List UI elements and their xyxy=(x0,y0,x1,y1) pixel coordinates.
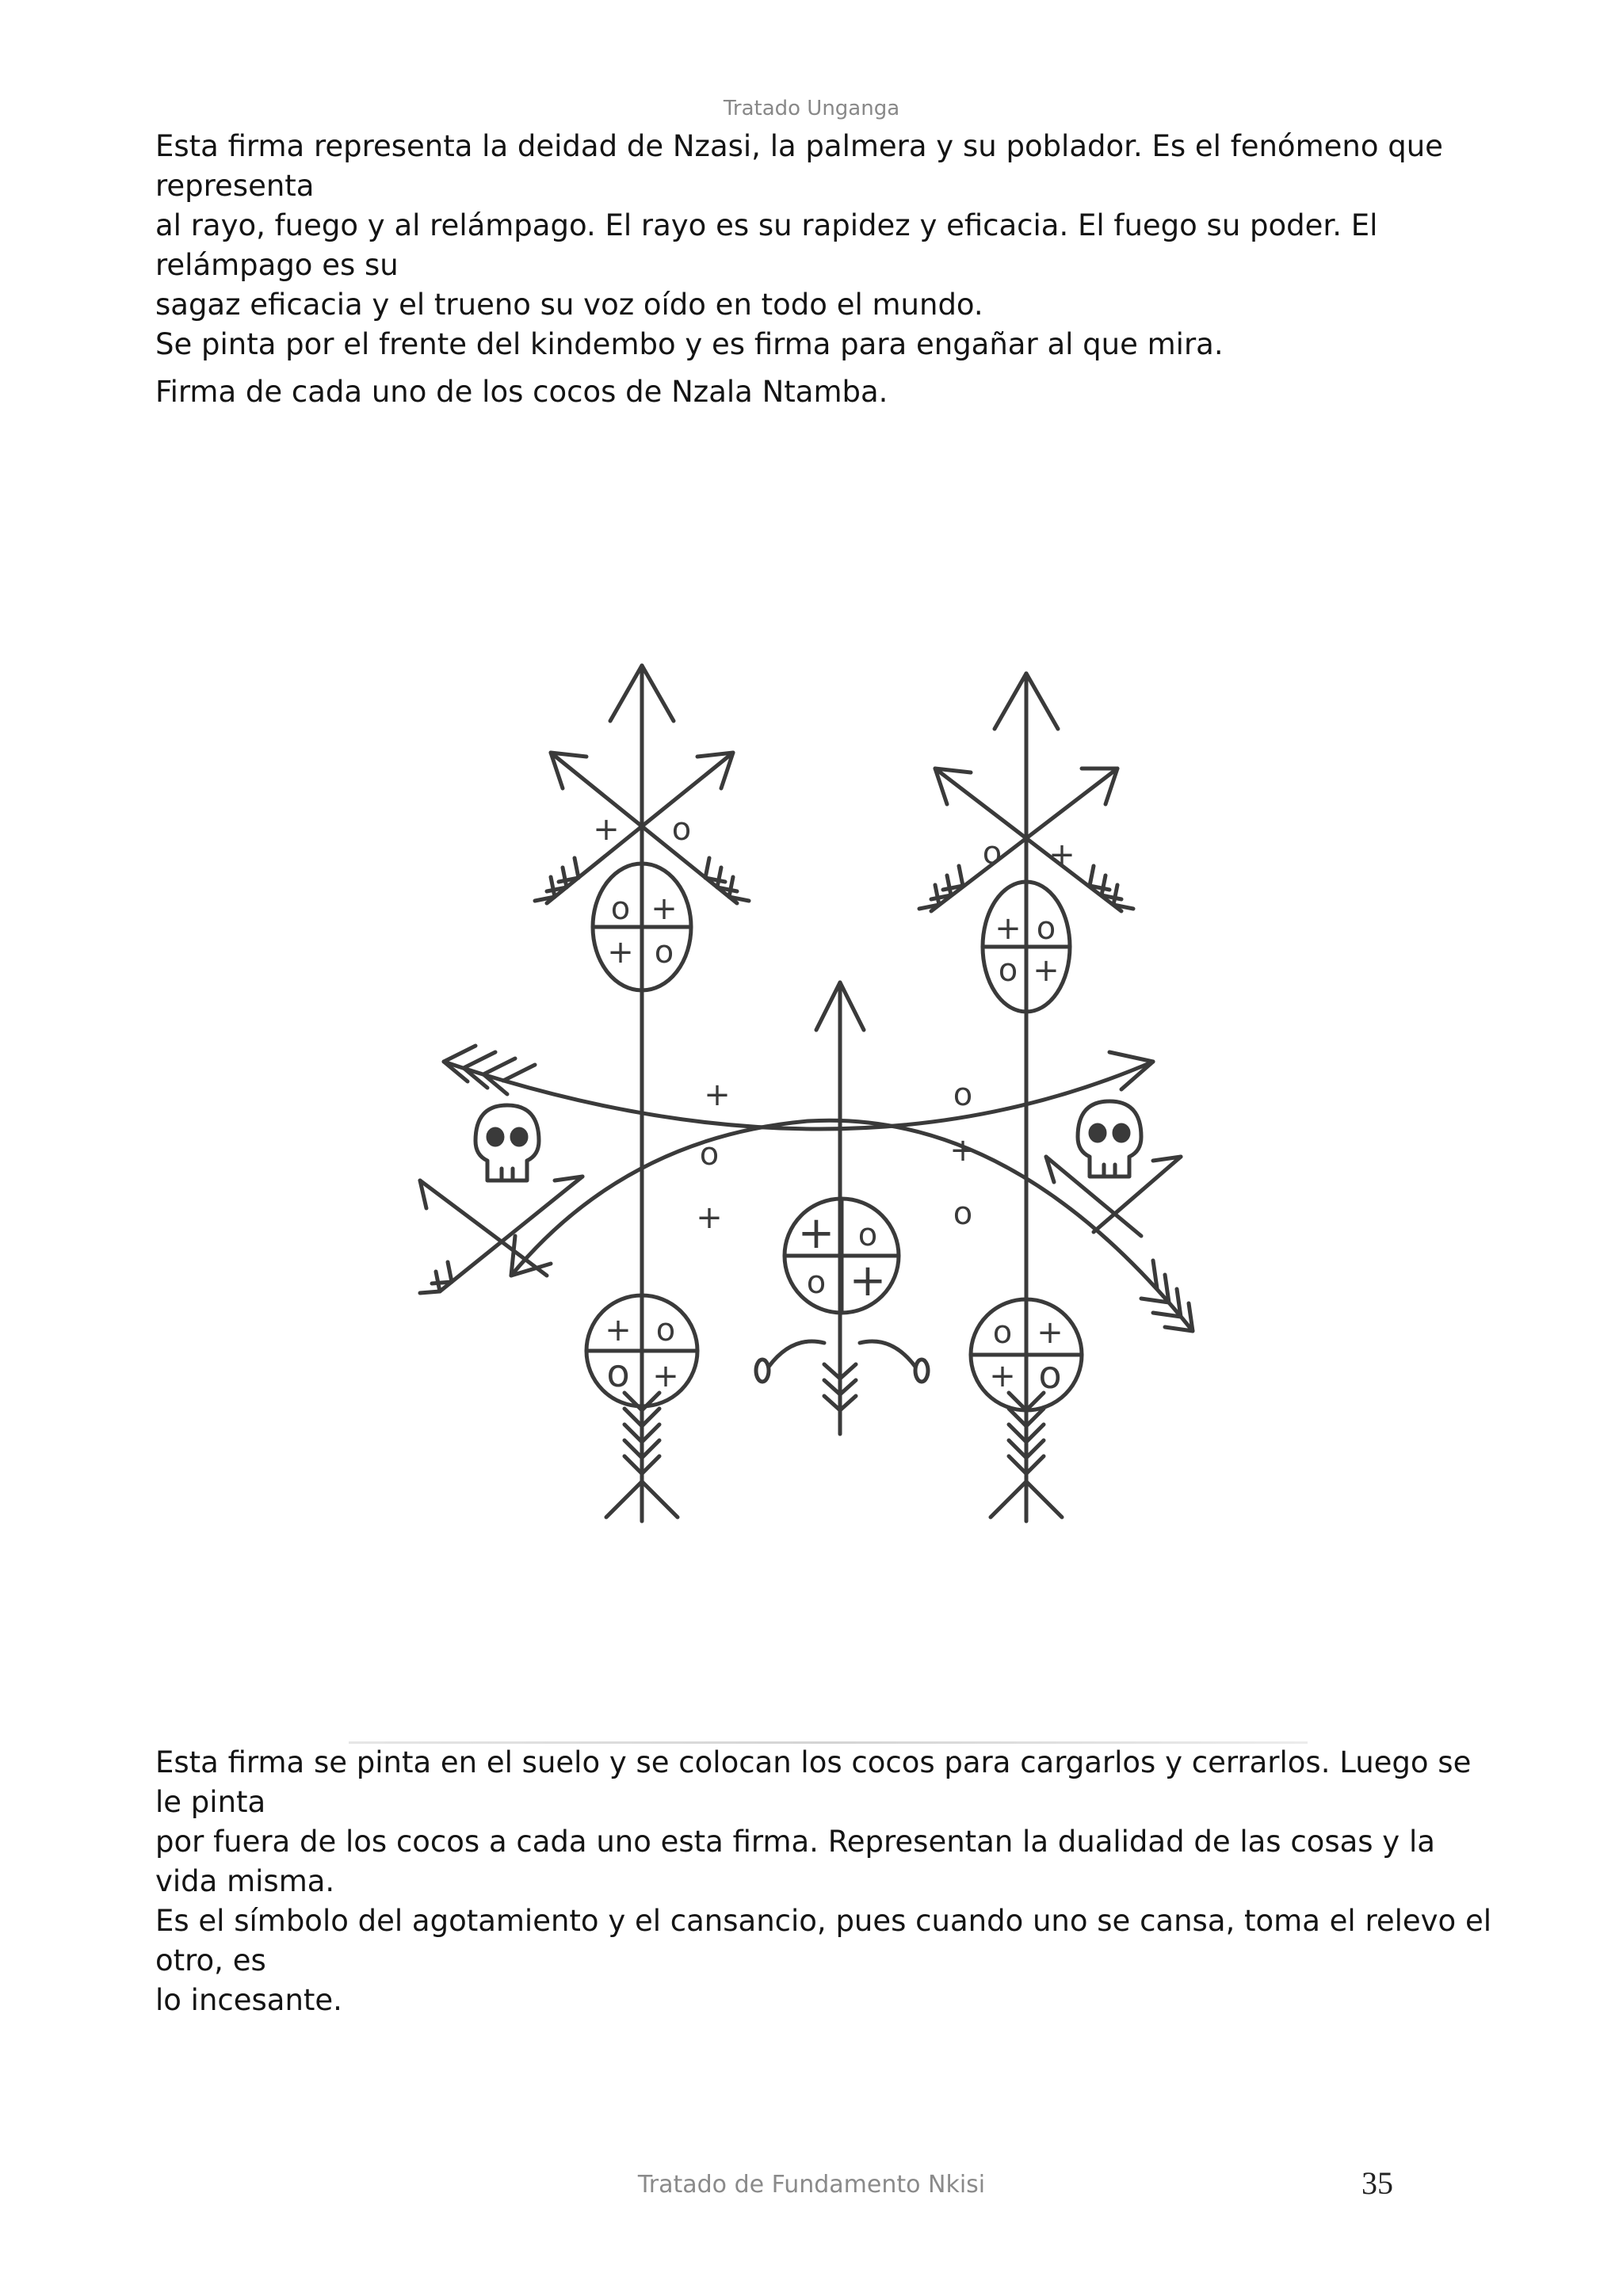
plus-symbol: + xyxy=(651,891,678,927)
plus-symbol: + xyxy=(593,811,620,848)
plus-symbol: + xyxy=(696,1199,723,1236)
plus-symbol: + xyxy=(704,1077,731,1113)
circle-symbol: o xyxy=(606,1352,630,1396)
plus-symbol: + xyxy=(607,934,634,971)
plus-symbol: + xyxy=(989,1358,1016,1394)
circle-symbol: o xyxy=(998,952,1018,989)
circle-symbol: o xyxy=(1038,1353,1062,1398)
skull-icon xyxy=(475,1105,539,1180)
skull-icon xyxy=(1078,1101,1141,1177)
upper-horizontal-arrow xyxy=(444,1046,1153,1129)
circle-symbol: o xyxy=(1036,910,1056,947)
figure-caption xyxy=(155,372,1503,412)
circle-symbol: o xyxy=(655,1312,676,1348)
circle-symbol: o xyxy=(671,811,692,848)
closing-paragraph xyxy=(155,1743,1503,2020)
circle-symbol: o xyxy=(953,1196,973,1232)
paragraph-line: Se pinta por el frente del kindembo y es firma para engañar al que mira. xyxy=(155,327,1224,361)
nzala-ntamba-signature-drawing xyxy=(396,650,1236,1529)
paragraph-line: por fuera de los cocos a cada uno esta firma. Representan la dualidad de las cosas y la vida misma. xyxy=(155,1825,1435,1898)
page-number: 35 xyxy=(1361,2165,1393,2201)
paragraph-line: Esta firma representa la deidad de Nzasi, la palmera y su poblador. Es el fenómeno que representa xyxy=(155,129,1443,203)
plus-symbol: + xyxy=(995,910,1022,947)
left-skull-crossbones xyxy=(420,1105,582,1293)
circle-symbol: o xyxy=(857,1217,878,1253)
circle-symbol: o xyxy=(953,1077,973,1113)
plus-symbol: + xyxy=(652,1358,679,1394)
running-header: Tratado Unganga xyxy=(723,97,900,120)
running-footer: Tratado de Fundamento Nkisi xyxy=(637,2171,986,2199)
circle-symbol: o xyxy=(654,934,674,971)
paragraph-line: al rayo, fuego y al relámpago. El rayo es su rapidez y eficacia. El fuego su poder. El relámpago es su xyxy=(155,208,1378,282)
plus-symbol: + xyxy=(605,1312,632,1348)
paragraph-line: Es el símbolo del agotamiento y el cansancio, pues cuando uno se cansa, toma el relevo el otro, es xyxy=(155,1904,1491,1978)
circle-symbol: o xyxy=(992,1314,1013,1351)
circle-symbol: o xyxy=(699,1136,720,1173)
plus-symbol: + xyxy=(849,1255,887,1306)
paragraph-line: Esta firma se pinta en el suelo y se colocan los cocos para cargarlos y cerrarlos. Luego se le pinta xyxy=(155,1745,1472,1819)
plus-symbol: + xyxy=(1048,837,1075,873)
plus-symbol: + xyxy=(1033,952,1060,989)
caption-text: Firma de cada uno de los cocos de Nzala Ntamba. xyxy=(155,375,888,409)
paragraph-line: sagaz eficacia y el trueno su voz oído en todo el mundo. xyxy=(155,288,983,322)
plus-symbol: + xyxy=(1037,1314,1064,1351)
circle-symbol: o xyxy=(806,1264,827,1301)
intro-paragraph xyxy=(155,127,1503,364)
circle-symbol: o xyxy=(610,891,631,927)
plus-symbol: + xyxy=(797,1207,835,1259)
plus-symbol: + xyxy=(949,1132,976,1169)
circle-symbol: o xyxy=(982,835,1002,871)
paragraph-line: lo incesante. xyxy=(155,1983,342,2017)
right-skull-crossbones xyxy=(1046,1101,1181,1236)
